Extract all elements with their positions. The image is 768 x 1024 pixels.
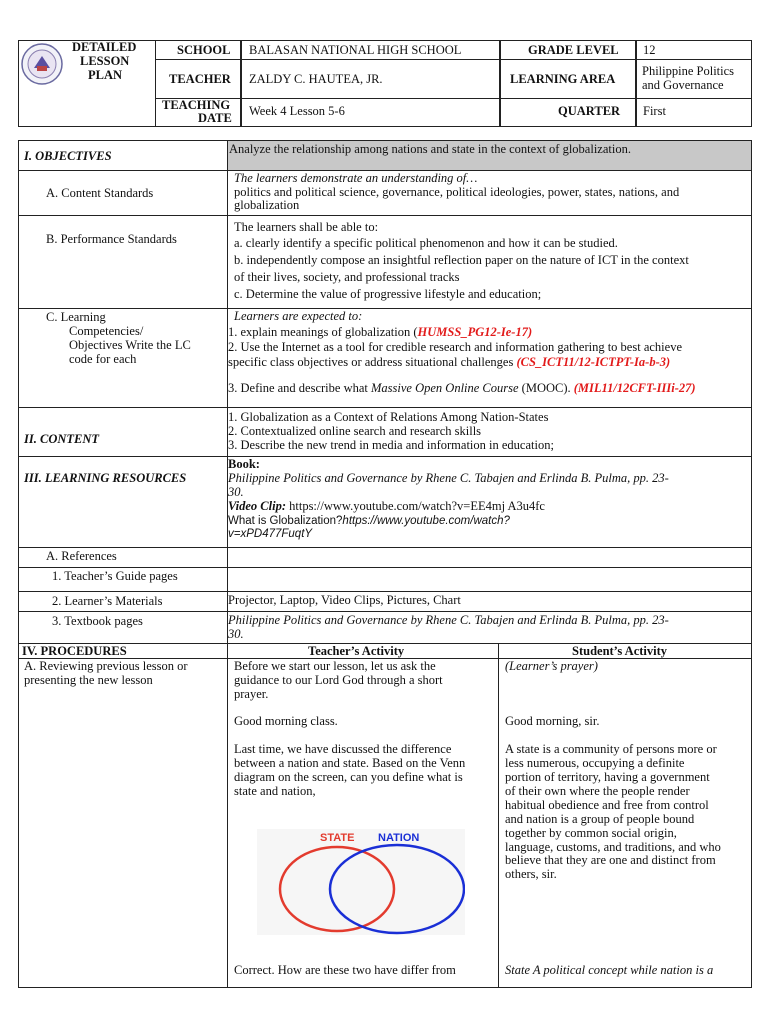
student-answer-line-5: habitual obedience and free from control bbox=[505, 798, 709, 812]
teacher-label: TEACHER bbox=[169, 72, 231, 86]
performance-line-3: b. independently compose an insightful reflection paper on the nature of ICT in the context bbox=[234, 253, 689, 267]
competencies-label-4: code for each bbox=[69, 352, 137, 366]
student-answer-line-6: and nation is a group of people bound bbox=[505, 812, 695, 826]
performance-standards-label: B. Performance Standards bbox=[46, 232, 177, 246]
deped-seal-icon bbox=[20, 42, 64, 86]
teacher-question-line-1: Last time, we have discussed the difference bbox=[234, 742, 452, 756]
performance-line-1: The learners shall be able to: bbox=[234, 220, 379, 234]
book-line-1: Philippine Politics and Governance by Rhene C. Tabajen and Erlinda B. Pulma, pp. 23- bbox=[228, 471, 669, 485]
textbook-label: 3. Textbook pages bbox=[52, 614, 143, 628]
procedure-step-cell bbox=[18, 658, 228, 988]
globalization-url-line-2[interactable]: v=xPD477FuqtY bbox=[228, 528, 313, 540]
quarter-value: First bbox=[643, 104, 666, 118]
references-heading: A. References bbox=[46, 549, 117, 563]
competency-2-line-2: specific class objectives or address situational challenges (CS_ICT11/12-ICTPT-Ia-b-3) bbox=[228, 355, 671, 369]
book-label: Book: bbox=[228, 457, 260, 471]
venn-nation-circle bbox=[330, 845, 464, 933]
competencies-intro: Learners are expected to: bbox=[234, 309, 363, 323]
step-a-line-1: A. Reviewing previous lesson or bbox=[24, 659, 188, 673]
teacher-value: ZALDY C. HAUTEA, JR. bbox=[249, 72, 383, 86]
learners-materials-value: Projector, Laptop, Video Clips, Pictures, Chart bbox=[228, 593, 461, 607]
teacher-activity-cell bbox=[227, 658, 499, 988]
school-label: SCHOOL bbox=[177, 43, 231, 57]
teacher-question-line-2: between a nation and state. Based on the Venn bbox=[234, 756, 466, 770]
student-answer-line-7: together by common social origin, bbox=[505, 826, 677, 840]
learners-materials-label: 2. Learner’s Materials bbox=[52, 594, 163, 608]
performance-standards-label-cell bbox=[18, 215, 228, 309]
competency-2-line-1: 2. Use the Internet as a tool for credible research and information gathering to best achieve bbox=[228, 340, 682, 354]
student-activity-header: Student’s Activity bbox=[572, 644, 668, 658]
venn-state-circle bbox=[280, 847, 394, 931]
competencies-label-2: Competencies/ bbox=[69, 324, 144, 338]
resources-heading: III. LEARNING RESOURCES bbox=[24, 471, 187, 485]
teacher-greeting: Good morning class. bbox=[234, 714, 338, 728]
learning-area-value-1: Philippine Politics bbox=[642, 64, 735, 78]
venn-diagram bbox=[257, 829, 465, 935]
student-answer-line-4: of their own where the people render bbox=[505, 784, 690, 798]
teacher-prayer-line-2: guidance to our Lord God through a short bbox=[234, 673, 443, 687]
teachers-guide-value-cell bbox=[227, 567, 752, 592]
book-line-2: 30. bbox=[228, 485, 244, 499]
teaching-date-label-2: DATE bbox=[198, 111, 232, 125]
student-answer-line-1: A state is a community of persons more or bbox=[505, 742, 717, 756]
teaching-date-label-1: TEACHING bbox=[162, 98, 231, 112]
content-heading: II. CONTENT bbox=[24, 432, 100, 446]
teacher-question-line-4: state and nation, bbox=[234, 784, 316, 798]
globalization-url-link[interactable]: https://www.youtube.com/watch? bbox=[342, 515, 510, 527]
student-answer-line-8: language, customs, and traditions, and who bbox=[505, 840, 721, 854]
textbook-line-1: Philippine Politics and Governance by Rhene C. Tabajen and Erlinda B. Pulma, pp. 23- bbox=[228, 613, 669, 627]
content-line-1: 1. Globalization as a Context of Relations Among Nation-States bbox=[228, 410, 549, 424]
student-followup: State A political concept while nation is a bbox=[505, 963, 714, 977]
competency-1: 1. explain meanings of globalization (HUMSS_PG12-Ie-17) bbox=[228, 325, 533, 339]
content-standards-intro: The learners demonstrate an understanding of… bbox=[234, 171, 478, 185]
objectives-heading: I. OBJECTIVES bbox=[24, 149, 112, 163]
student-answer-line-10: others, sir. bbox=[505, 867, 557, 881]
competencies-label-3: Objectives Write the LC bbox=[69, 338, 191, 352]
learning-area-label: LEARNING AREA bbox=[510, 72, 616, 86]
video-url-link[interactable]: https://www.youtube.com/watch?v=EE4mj A3u4fc bbox=[286, 499, 545, 513]
resources-label-cell bbox=[18, 456, 228, 548]
objectives-text: Analyze the relationship among nations and state in the context of globalization. bbox=[229, 142, 631, 156]
teaching-date-value: Week 4 Lesson 5-6 bbox=[249, 104, 345, 118]
procedures-heading: IV. PROCEDURES bbox=[22, 644, 127, 658]
performance-line-2: a. clearly identify a specific political phenomenon and how it can be studied. bbox=[234, 236, 618, 250]
student-answer-line-3: portion of territory, having a government bbox=[505, 770, 710, 784]
content-line-3: 3. Describe the new trend in media and information in education; bbox=[228, 438, 554, 452]
doc-type-line-1: DETAILED bbox=[72, 40, 137, 54]
references-value-cell bbox=[227, 547, 752, 568]
student-answer-line-2: less numerous, occupying a definite bbox=[505, 756, 685, 770]
content-standards-line-1: politics and political science, governance, political ideologies, power, states, nations, and bbox=[234, 185, 680, 199]
content-standards-line-2: globalization bbox=[234, 198, 300, 212]
venn-nation-label: NATION bbox=[378, 832, 420, 844]
teacher-prayer-line-3: prayer. bbox=[234, 687, 269, 701]
competencies-label-1: C. Learning bbox=[46, 310, 106, 324]
school-value: BALASAN NATIONAL HIGH SCHOOL bbox=[249, 43, 462, 57]
performance-line-5: c. Determine the value of progressive lifestyle and education; bbox=[234, 287, 542, 301]
grade-level-value: 12 bbox=[643, 43, 656, 57]
teacher-prayer-line-1: Before we start our lesson, let us ask the bbox=[234, 659, 436, 673]
student-greeting: Good morning, sir. bbox=[505, 714, 600, 728]
content-line-2: 2. Contextualized online search and research skills bbox=[228, 424, 482, 438]
textbook-line-2: 30. bbox=[228, 627, 244, 641]
doc-type-line-3: PLAN bbox=[88, 68, 123, 82]
grade-level-label: GRADE LEVEL bbox=[528, 43, 619, 57]
competency-3: 3. Define and describe what Massive Open Online Course (MOOC). (MIL11/12CFT-IIIi-27) bbox=[228, 381, 696, 395]
content-standards-label: A. Content Standards bbox=[46, 186, 154, 200]
quarter-label: QUARTER bbox=[558, 104, 621, 118]
venn-state-label: STATE bbox=[320, 832, 355, 844]
student-prayer: (Learner’s prayer) bbox=[505, 659, 598, 673]
step-a-line-2: presenting the new lesson bbox=[24, 673, 153, 687]
teacher-question-line-3: diagram on the screen, can you define what is bbox=[234, 770, 463, 784]
performance-line-4: of their lives, society, and professional tracks bbox=[234, 270, 460, 284]
learning-area-value-2: and Governance bbox=[642, 78, 724, 92]
teachers-guide-label: 1. Teacher’s Guide pages bbox=[52, 569, 178, 583]
doc-type-line-2: LESSON bbox=[80, 54, 130, 68]
teacher-followup: Correct. How are these two have differ from bbox=[234, 963, 456, 977]
video-clip: Video Clip: https://www.youtube.com/watch?v=EE4mj A3u4fc bbox=[228, 499, 545, 513]
teacher-activity-header: Teacher’s Activity bbox=[308, 644, 405, 658]
globalization-video: What is Globalization?https://www.youtube.com/watch? bbox=[228, 515, 510, 527]
student-answer-line-9: believe that they are one and distinct from bbox=[505, 853, 716, 867]
